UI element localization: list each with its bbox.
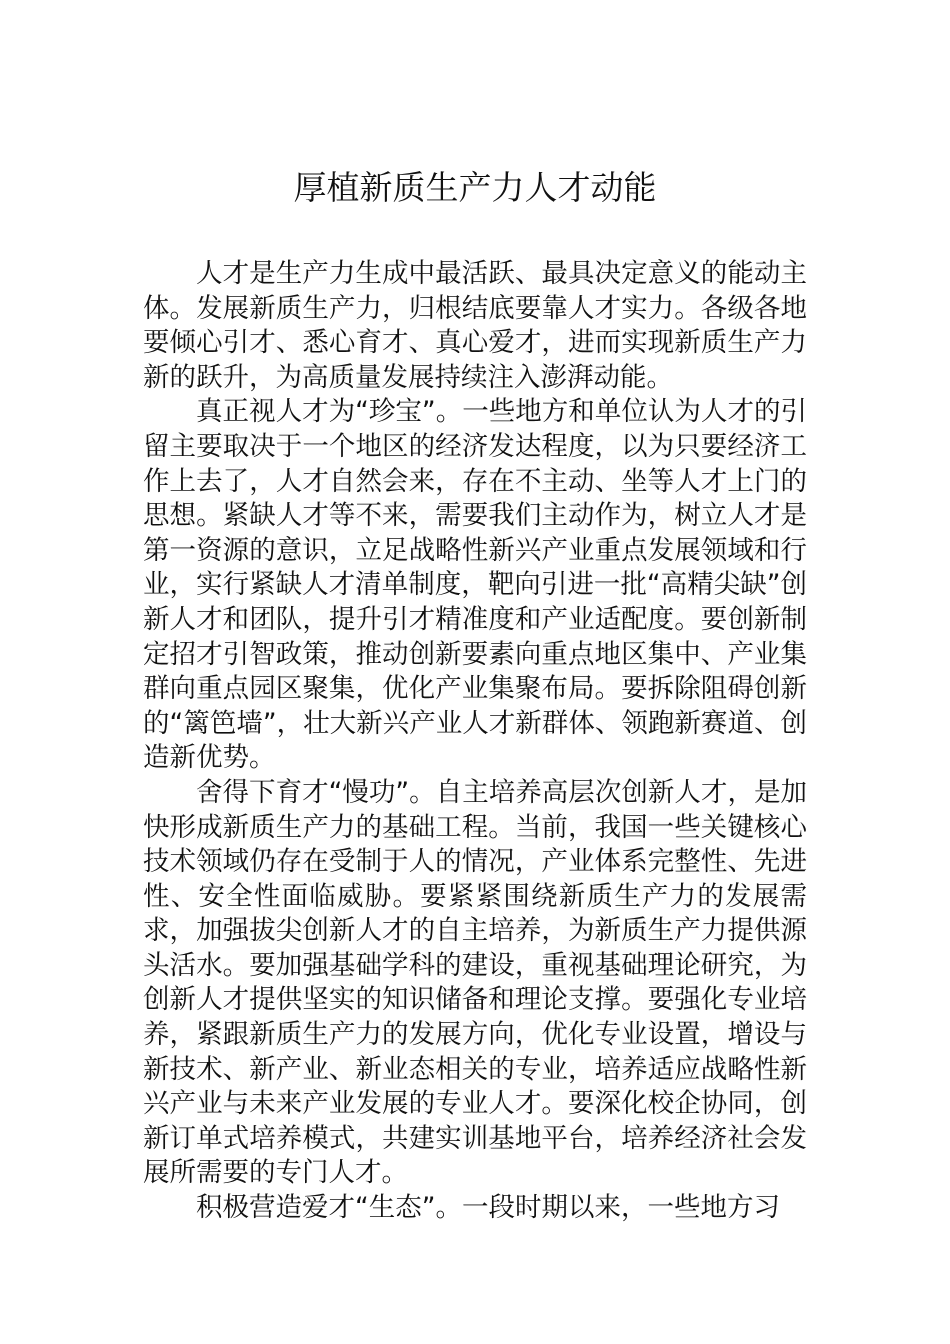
- document-body: [143, 257, 807, 1226]
- document-title: 厚植新质生产力人才动能: [293, 168, 657, 207]
- paragraph-cultivate-talent: 舍得下育才“慢功”。自主培养高层次创新人才，是加快形成新质生产力的基础工程。当前，我国一些关键核心技术领域仍存在受制于人的情况，产业体系完整性、先进性、安全性面临威胁。要紧紧围绕新质生产力的发展需求，加强拔尖创新人才的自主培养，为新质生产力提供源头活水。要加强基础学科的建设，重视基础理论研究，为创新人才提供坚实的知识储备和理论支撑。要强化专业培养，紧跟新质生产力的发展方向，优化专业设置，增设与新技术、新产业、新业态相关的专业，培养适应战略性新兴产业与未来产业发展的专业人才。要深化校企协同，创新订单式培养模式，共建实训基地平台，培养经济社会发展所需要的专门人才。: [143, 776, 807, 1189]
- paragraph-attract-talent: 真正视人才为“珍宝”。一些地方和单位认为人才的引留主要取决于一个地区的经济发达程度，以为只要经济工作上去了，人才自然会来，存在不主动、坐等人才上门的思想。紧缺人才等不来，需要我们主动作为，树立人才是第一资源的意识，立足战略性新兴产业重点发展领域和行业，实行紧缺人才清单制度，靶向引进一批“高精尖缺”创新人才和团队，提升引才精准度和产业适配度。要创新制定招才引智政策，推动创新要素向重点地区集中、产业集群向重点园区聚集，优化产业集聚布局。要拆除阻碍创新的“篱笆墙”，壮大新兴产业人才新群体、领跑新赛道、创造新优势。: [143, 396, 807, 774]
- paragraph-talent-ecosystem: 积极营造爱才“生态”。一段时期以来，一些地方习: [196, 1192, 780, 1224]
- paragraph-intro: 人才是生产力生成中最活跃、最具决定意义的能动主体。发展新质生产力，归根结底要靠人才实力。各级各地要倾心引才、悉心育才、真心爱才，进而实现新质生产力新的跃升，为高质量发展持续注入澎湃动能。: [143, 258, 807, 393]
